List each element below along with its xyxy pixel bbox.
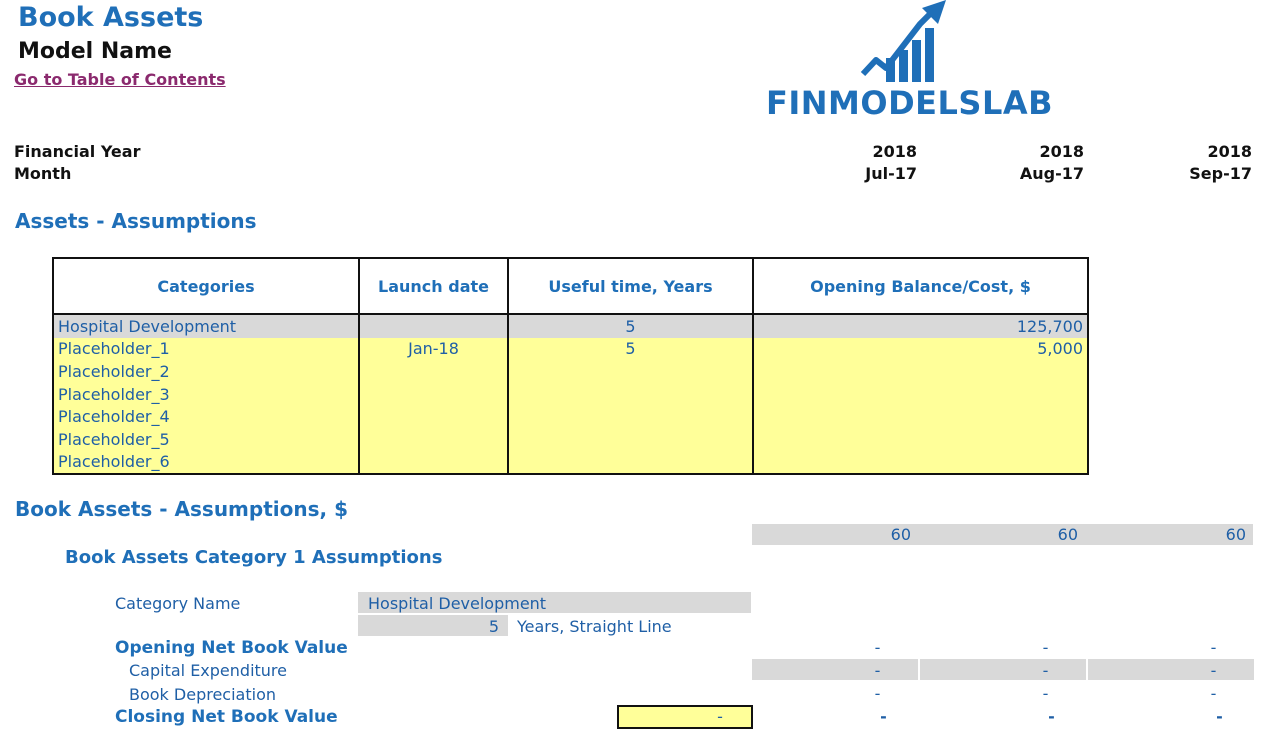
useful-cell[interactable] — [508, 383, 753, 406]
year-col-2: 2018 — [1039, 142, 1084, 161]
launch-cell[interactable] — [359, 451, 508, 475]
financial-year-label: Financial Year — [14, 142, 141, 161]
years-text: Years, Straight Line — [517, 617, 672, 636]
opening-cell[interactable]: 125,700 — [753, 314, 1088, 338]
category-cell[interactable]: Placeholder_1 — [53, 338, 359, 361]
category-cell[interactable]: Placeholder_2 — [53, 360, 359, 383]
launch-cell[interactable] — [359, 314, 508, 338]
header-opening-balance: Opening Balance/Cost, $ — [753, 258, 1088, 314]
table-row — [53, 405, 1088, 428]
month-col-2: Aug-17 — [1019, 164, 1084, 183]
depreciation-label: Book Depreciation — [129, 685, 276, 704]
capex-label: Capital Expenditure — [129, 661, 287, 680]
opening-nbv-1: - — [874, 638, 881, 657]
period-value-3: 60 — [1225, 525, 1246, 544]
launch-cell[interactable] — [359, 405, 508, 428]
useful-cell[interactable] — [508, 405, 753, 428]
table-row — [53, 383, 1088, 406]
table-row — [53, 451, 1088, 475]
year-col-1: 2018 — [872, 142, 917, 161]
years-value: 5 — [488, 617, 499, 636]
launch-cell[interactable] — [359, 383, 508, 406]
capex-1: - — [874, 661, 881, 680]
category-name-label: Category Name — [115, 594, 241, 613]
header-launch-date: Launch date — [359, 258, 508, 314]
assets-assumptions-heading: Assets - Assumptions — [15, 209, 257, 233]
period-value-2: 60 — [1057, 525, 1078, 544]
category-cell[interactable]: Placeholder_3 — [53, 383, 359, 406]
table-row — [53, 338, 1088, 361]
depreciation-2: - — [1042, 684, 1049, 703]
closing-nbv-2: - — [1048, 707, 1055, 726]
category-cell[interactable]: Hospital Development — [53, 314, 359, 338]
capex-2: - — [1042, 661, 1049, 680]
book-assets-heading: Book Assets - Assumptions, $ — [15, 497, 348, 521]
useful-cell[interactable] — [508, 360, 753, 383]
opening-cell[interactable] — [753, 451, 1088, 475]
capex-3: - — [1210, 661, 1217, 680]
category-name-value: Hospital Development — [368, 594, 547, 613]
depreciation-1: - — [874, 684, 881, 703]
category-cell[interactable]: Placeholder_4 — [53, 405, 359, 428]
table-row — [53, 360, 1088, 383]
opening-cell[interactable]: 5,000 — [753, 338, 1088, 361]
depreciation-3: - — [1210, 684, 1217, 703]
header-useful-time: Useful time, Years — [508, 258, 753, 314]
closing-nbv-3: - — [1216, 707, 1223, 726]
month-col-3: Sep-17 — [1189, 164, 1252, 183]
useful-cell[interactable]: 5 — [508, 314, 753, 338]
growth-chart-icon — [858, 0, 948, 84]
category-cell[interactable]: Placeholder_6 — [53, 451, 359, 475]
opening-cell[interactable] — [753, 405, 1088, 428]
assets-assumptions-table — [52, 257, 1089, 475]
page-title: Book Assets — [18, 2, 204, 33]
useful-cell[interactable] — [508, 428, 753, 451]
closing-nbv-1: - — [880, 707, 887, 726]
category1-heading: Book Assets Category 1 Assumptions — [65, 547, 443, 568]
toc-link[interactable]: Go to Table of Contents — [14, 70, 226, 89]
month-label: Month — [14, 164, 72, 183]
opening-cell[interactable] — [753, 360, 1088, 383]
year-col-3: 2018 — [1207, 142, 1252, 161]
closing-nbv-input-value: - — [717, 707, 723, 726]
period-value-1: 60 — [890, 525, 911, 544]
opening-nbv-label: Opening Net Book Value — [115, 638, 348, 658]
useful-cell[interactable]: 5 — [508, 338, 753, 361]
launch-cell[interactable] — [359, 428, 508, 451]
opening-nbv-2: - — [1042, 638, 1049, 657]
model-name: Model Name — [18, 39, 172, 64]
opening-nbv-3: - — [1210, 638, 1217, 657]
month-col-1: Jul-17 — [865, 164, 917, 183]
opening-cell[interactable] — [753, 428, 1088, 451]
category-cell[interactable]: Placeholder_5 — [53, 428, 359, 451]
launch-cell[interactable]: Jan-18 — [359, 338, 508, 361]
table-row — [53, 314, 1088, 338]
launch-cell[interactable] — [359, 360, 508, 383]
table-row — [53, 428, 1088, 451]
useful-cell[interactable] — [508, 451, 753, 475]
header-categories: Categories — [53, 258, 359, 314]
logo-text: FINMODELSLAB — [766, 84, 1053, 122]
closing-nbv-label: Closing Net Book Value — [115, 707, 338, 727]
opening-cell[interactable] — [753, 383, 1088, 406]
